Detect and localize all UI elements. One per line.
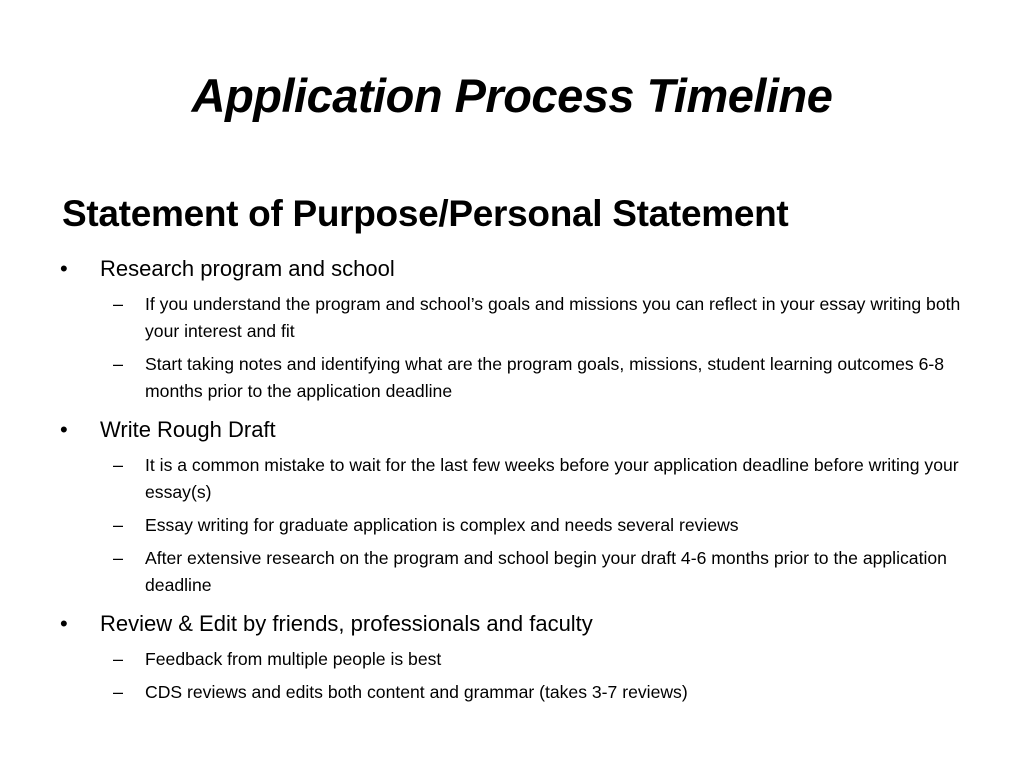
bullet-marker: • <box>60 611 68 636</box>
sub-bullet-marker: – <box>113 515 124 535</box>
bullet-marker: • <box>60 417 68 442</box>
sub-bullet-marker: – <box>113 294 124 314</box>
bullet-text: Research program and school <box>100 256 395 281</box>
sub-bullet-text: If you understand the program and school’s goals and missions you can reflect in your essay writing both your interest and fit <box>145 294 961 341</box>
bullet-text: Write Rough Draft <box>100 417 276 442</box>
sub-bullet-marker: – <box>113 649 124 669</box>
sub-bullet-text: CDS reviews and edits both content and grammar (takes 3-7 reviews) <box>145 682 688 702</box>
sub-bullet-marker: – <box>113 455 124 475</box>
sub-bullet-marker: – <box>113 682 124 702</box>
slide-title: Application Process Timeline <box>191 69 833 122</box>
sub-bullet-text: Start taking notes and identifying what are the program goals, missions, student learning outcomes 6-8 months prior to the application deadline <box>145 354 945 401</box>
bullet-marker: • <box>60 256 68 281</box>
sub-bullet-text: Feedback from multiple people is best <box>145 649 442 669</box>
bullet-text: Review & Edit by friends, professionals and faculty <box>100 611 593 636</box>
section-heading: Statement of Purpose/Personal Statement <box>62 193 789 234</box>
sub-bullet-text: After extensive research on the program and school begin your draft 4-6 months prior to the application deadline <box>145 548 947 595</box>
sub-bullet-marker: – <box>113 354 124 374</box>
sub-bullet-marker: – <box>113 548 124 568</box>
sub-bullet-text: Essay writing for graduate application is complex and needs several reviews <box>145 515 739 535</box>
sub-bullet-text: It is a common mistake to wait for the last few weeks before your application deadline before writing your essay(s) <box>145 455 959 502</box>
